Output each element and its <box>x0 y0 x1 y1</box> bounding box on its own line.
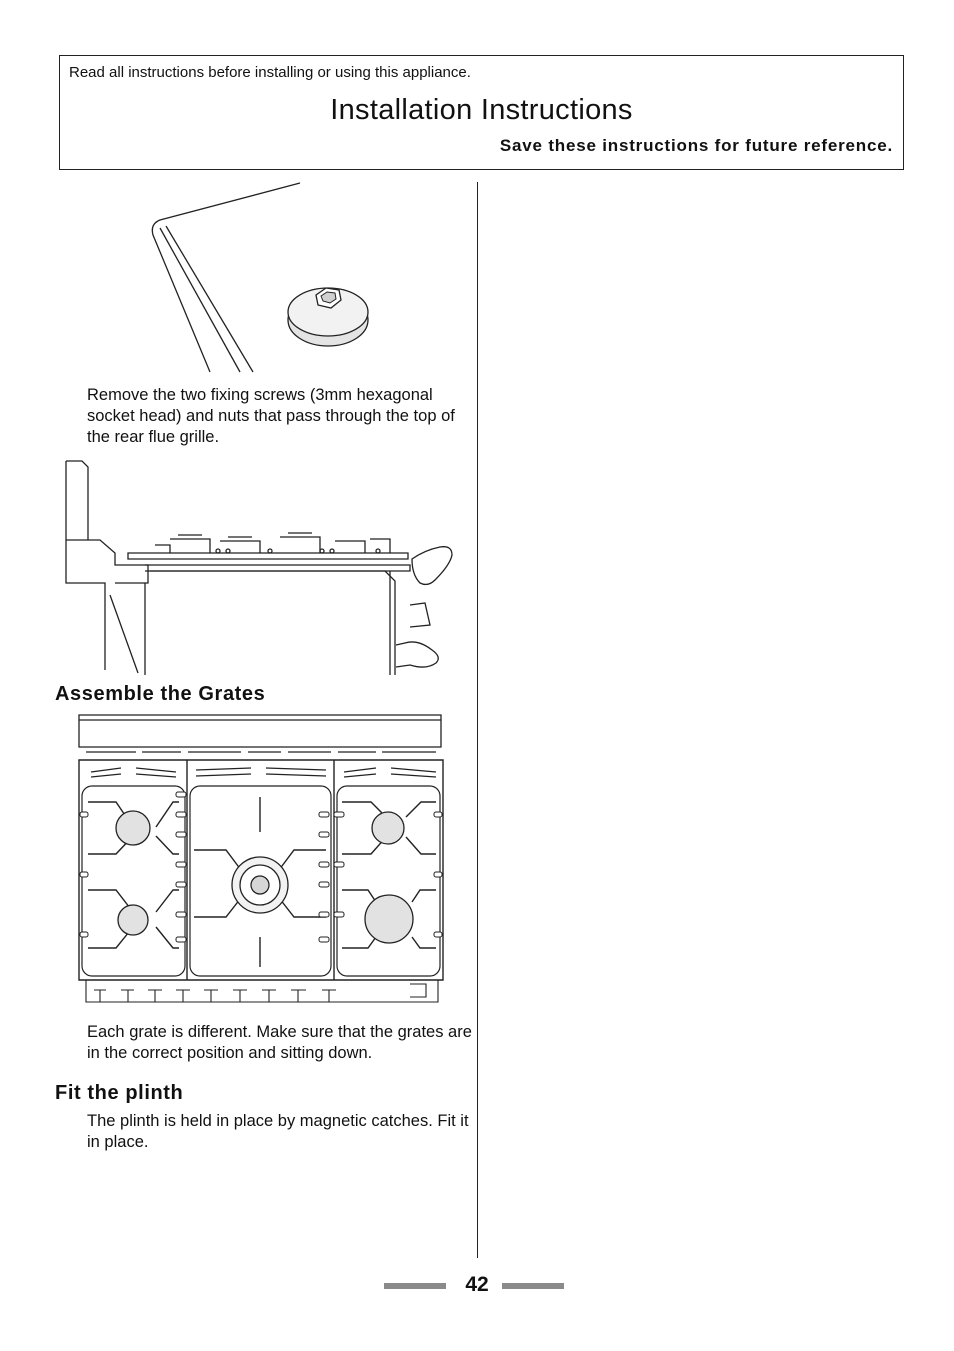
save-note: Save these instructions for future reference. <box>499 136 893 155</box>
burner-icons <box>116 811 413 943</box>
footer-bar-left <box>384 1283 446 1289</box>
footer-bar-right <box>502 1283 564 1289</box>
column-divider <box>477 182 478 1258</box>
header-box <box>59 55 904 170</box>
page-title: Installation Instructions <box>330 94 633 126</box>
grates-illustration <box>76 712 446 1012</box>
plinth-text: The plinth is held in place by magnetic catches. Fit it in place. <box>87 1112 469 1151</box>
plinth-heading: Fit the plinth <box>55 1082 184 1104</box>
side-profile-illustration <box>60 455 460 680</box>
header-note: Read all instructions before installing or using this appliance. <box>69 64 471 81</box>
screw-head-icon <box>288 288 368 346</box>
screw-illustration <box>140 180 380 375</box>
remove-screws-text: Remove the two fixing screws (3mm hexagonal socket head) and nuts that pass through the top of the rear flue grille. <box>87 386 455 446</box>
page-number: 42 <box>465 1273 489 1296</box>
assemble-heading: Assemble the Grates <box>55 683 266 705</box>
assemble-text: Each grate is different. Make sure that the grates are in the correct position and sitting down. <box>87 1023 472 1062</box>
